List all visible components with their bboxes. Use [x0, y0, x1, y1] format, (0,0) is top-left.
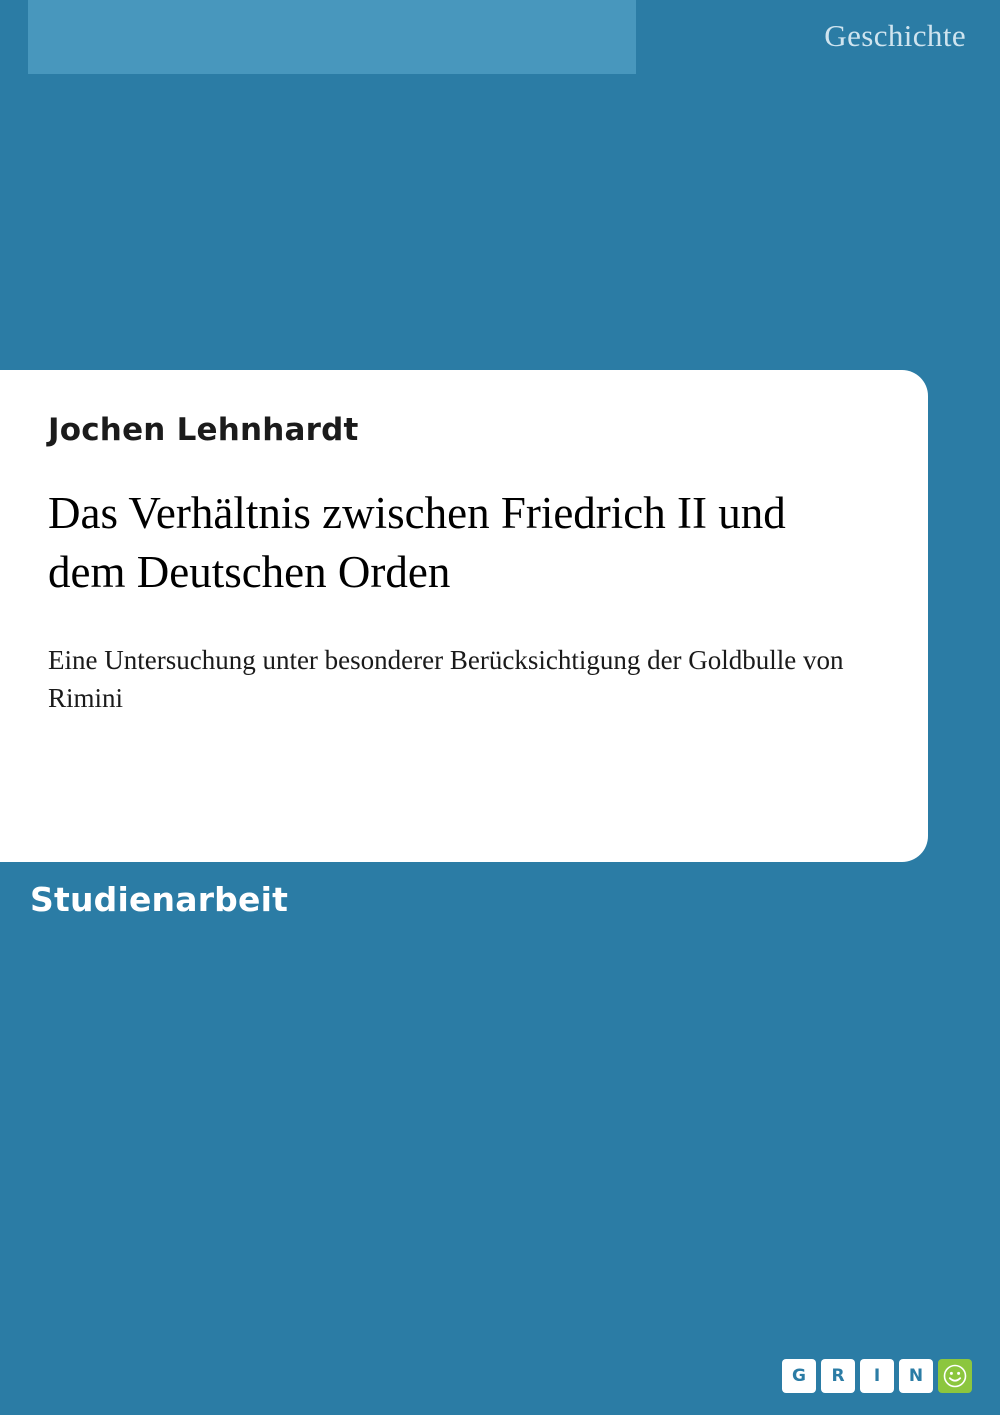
smiley-icon [938, 1359, 972, 1393]
title-card [0, 370, 928, 862]
subtitle: Eine Untersuchung unter besonderer Berücksichtigung der Goldbulle von Rimini [48, 645, 844, 714]
grin-letter-n: N [899, 1359, 933, 1393]
author-name: Jochen Lehnhardt [48, 412, 359, 448]
grin-letter-g: G [782, 1359, 816, 1393]
top-accent-block [28, 0, 636, 74]
page-title: Das Verhältnis zwischen Friedrich II und dem Deutschen Orden [48, 488, 786, 597]
grin-publisher-logo [782, 1359, 972, 1393]
document-type-label: Studienarbeit [30, 880, 289, 919]
grin-letter-i: I [860, 1359, 894, 1393]
category-label: Geschichte [824, 18, 966, 53]
grin-letter-r: R [821, 1359, 855, 1393]
